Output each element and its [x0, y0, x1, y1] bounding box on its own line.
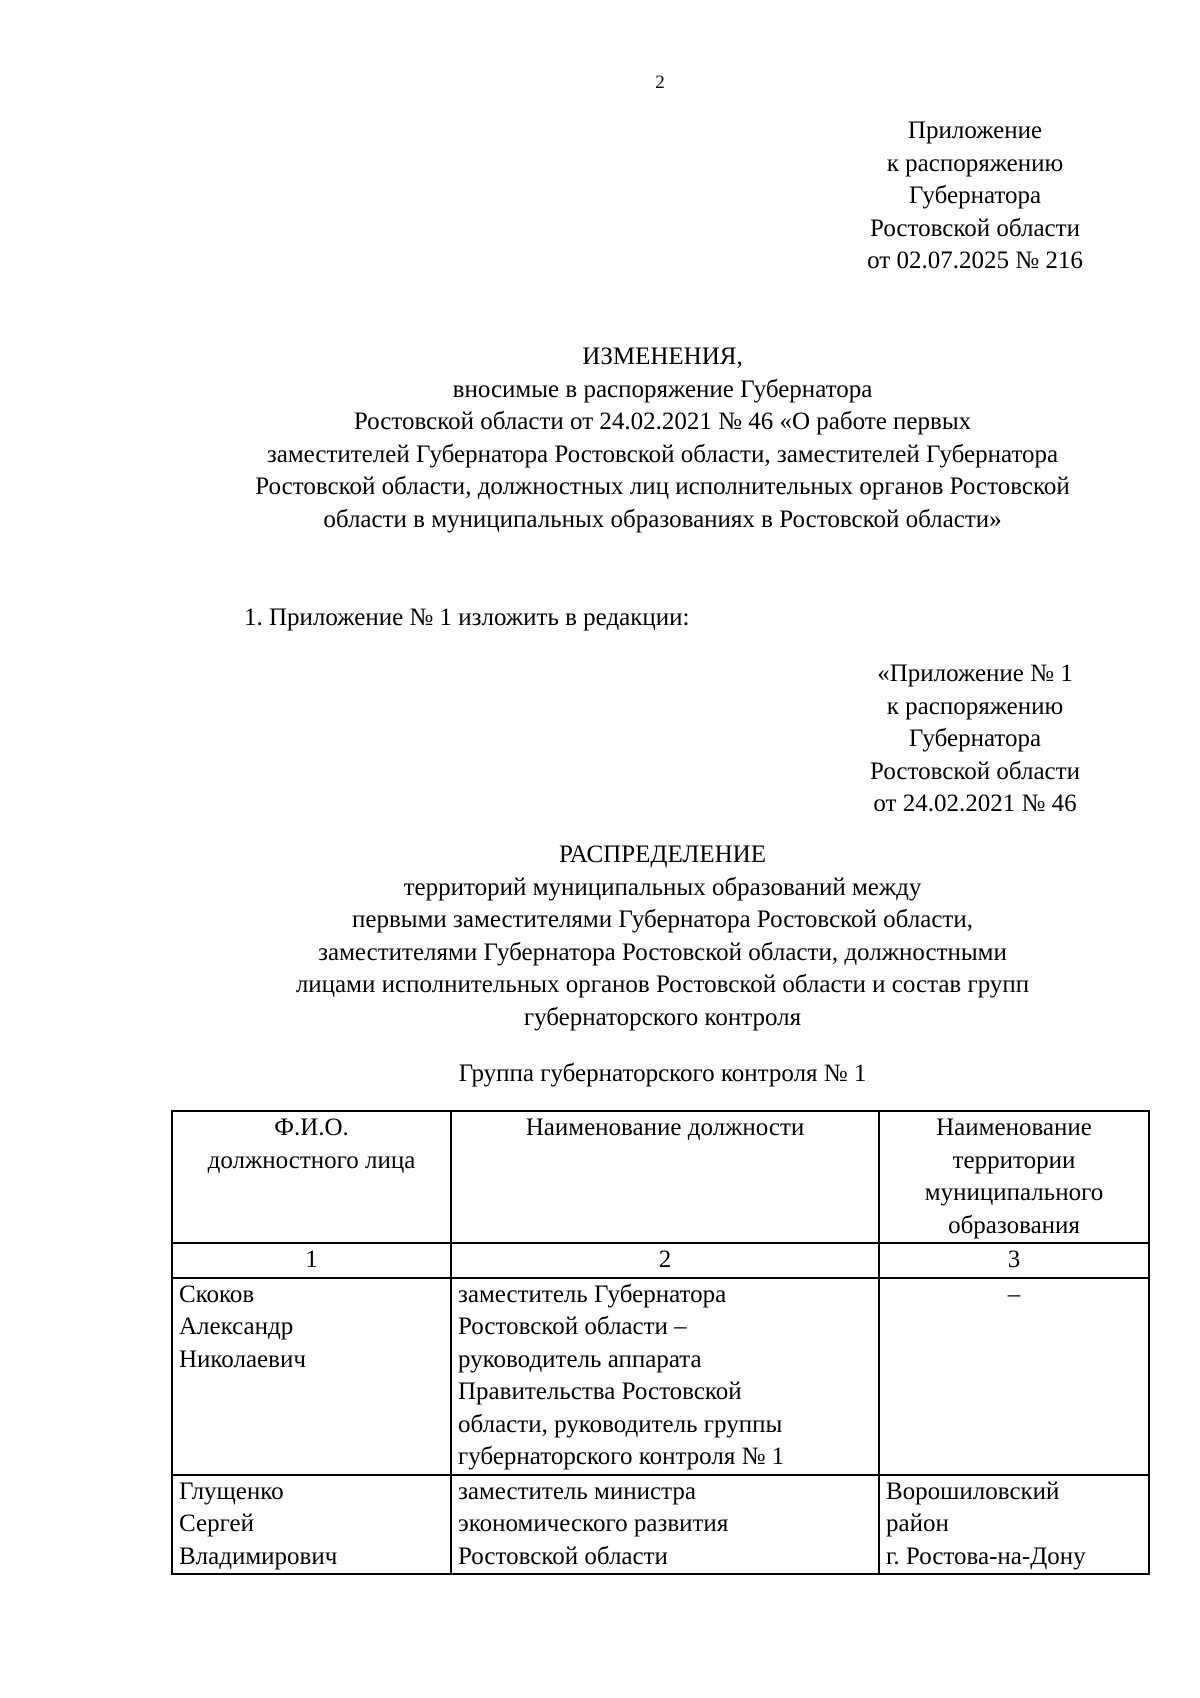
changes-line: Ростовской области от 24.02.2021 № 46 «О работе первых [353, 408, 972, 435]
distribution-line: первыми заместителями Губернатора Ростовской области, [352, 906, 973, 933]
distribution-line: территорий муниципальных образований между [403, 873, 922, 901]
territory-line: г. Ростова-на-Дону [886, 1542, 1086, 1570]
column-number-row [172, 1243, 1149, 1278]
table-row [172, 1475, 1149, 1575]
column-number: 2 [451, 1243, 879, 1278]
header-line: территории [952, 1146, 1076, 1174]
header-line: Ф.И.О. [274, 1114, 349, 1141]
header-cell-territory [879, 1111, 1149, 1243]
territory-line: район [886, 1510, 949, 1537]
position-line: Правительства Ростовской [458, 1378, 742, 1405]
appendix-line: «Приложение № 1 [877, 660, 1073, 687]
table-row [172, 1278, 1149, 1475]
territory-line: – [1007, 1280, 1021, 1308]
changes-block [0, 341, 1200, 536]
header-line: должностного лица [207, 1146, 416, 1174]
appendix-line: Губернатора [908, 725, 1042, 753]
name-line: Сергей [179, 1510, 254, 1537]
column-number: 3 [879, 1243, 1149, 1278]
table-header-row [172, 1111, 1149, 1243]
approval-line: к распоряжению [886, 149, 1064, 177]
position-line: экономического развития [458, 1510, 729, 1537]
changes-line: вносимые в распоряжение Губернатора [452, 375, 873, 403]
position-line: Ростовской области [458, 1542, 668, 1570]
approval-block [800, 115, 1150, 278]
name-cell [172, 1278, 451, 1475]
position-line: руководитель аппарата [458, 1345, 702, 1373]
approval-line: Приложение [907, 117, 1043, 144]
group-title: Группа губернаторского контроля № 1 [458, 1060, 867, 1087]
header-cell-name [172, 1111, 451, 1243]
appendix-line: к распоряжению [886, 692, 1064, 720]
appendix-line: Ростовской области [870, 757, 1080, 785]
name-line: Глущенко [179, 1477, 284, 1505]
position-cell [451, 1475, 879, 1575]
approval-line: Губернатора [908, 182, 1042, 210]
position-line: заместитель Губернатора [458, 1280, 727, 1308]
name-line: Александр [179, 1313, 294, 1340]
page-number: 2 [655, 72, 665, 93]
name-line: Николаевич [179, 1345, 306, 1373]
item-1-text: 1. Приложение № 1 изложить в редакции: [244, 604, 690, 631]
changes-line: заместителей Губернатора Ростовской области, заместителей Губернатора [266, 440, 1059, 468]
territory-cell [879, 1475, 1149, 1575]
approval-line: от 02.07.2025 № 216 [867, 247, 1083, 275]
name-line: Скоков [179, 1280, 255, 1308]
header-line: муниципального [924, 1179, 1104, 1206]
position-line: заместитель министра [458, 1477, 696, 1505]
header-cell-position [451, 1111, 879, 1243]
changes-heading: ИЗМЕНЕНИЯ, [582, 343, 743, 370]
appendix-line: от 24.02.2021 № 46 [873, 790, 1077, 818]
distribution-line: лицами исполнительных органов Ростовской области и состав групп [295, 971, 1030, 998]
appendix-block [800, 658, 1150, 821]
position-cell [451, 1278, 879, 1475]
territory-cell [879, 1278, 1149, 1475]
distribution-heading: РАСПРЕДЕЛЕНИЕ [558, 841, 767, 868]
territory-line: Ворошиловский [886, 1477, 1060, 1505]
approval-line: Ростовской области [870, 214, 1080, 242]
name-cell [172, 1475, 451, 1575]
header-line: Наименование [936, 1114, 1092, 1141]
header-line: образования [948, 1211, 1080, 1239]
changes-line: Ростовской области, должностных лиц исполнительных органов Ростовской [255, 473, 1070, 500]
distribution-line: заместителями Губернатора Ростовской области, должностными [318, 938, 1007, 966]
distribution-line: губернаторского контроля [523, 1003, 802, 1031]
position-line: области, руководитель группы [458, 1410, 783, 1438]
name-line: Владимирович [179, 1542, 338, 1570]
position-line: губернаторского контроля № 1 [458, 1443, 785, 1470]
officials-table [171, 1110, 1150, 1575]
distribution-block [0, 839, 1200, 1034]
position-line: Ростовской области – [458, 1313, 687, 1340]
column-number: 1 [172, 1243, 451, 1278]
changes-line: области в муниципальных образованиях в Ростовской области» [323, 505, 1002, 533]
header-line: Наименование должности [525, 1114, 805, 1141]
